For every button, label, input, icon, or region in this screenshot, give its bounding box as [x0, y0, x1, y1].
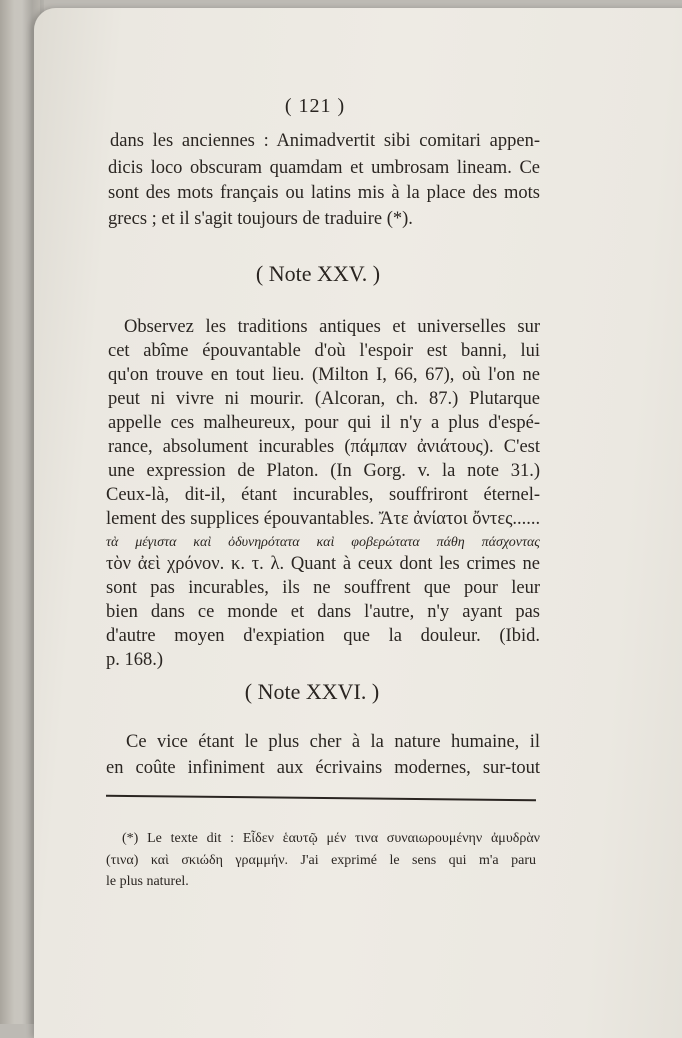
note-25-line: peut ni vivre ni mourir. (Alcoran, ch. 87.) Plutarque — [108, 389, 540, 409]
note-25-line: Ceux-là, dit-il, étant incurables, souffriront éternel- — [106, 485, 540, 505]
note-26-line: en coûte infiniment aux écrivains modernes, sur-tout — [106, 758, 540, 778]
note-25-line: cet abîme épouvantable d'où l'espoir est banni, lui — [108, 341, 540, 361]
page-number: ( 121 ) — [284, 95, 346, 117]
note-25-line: lement des supplices épouvantables. Ἄτε ἀνίατοι ὄντες...... — [106, 509, 541, 529]
note-25-line: d'autre moyen d'expiation que la douleur. (Ibid. — [106, 626, 540, 646]
note-25-line: qu'on trouve en tout lieu. (Milton I, 66, 67), où l'on ne — [108, 365, 540, 385]
note-25-line: bien dans ce monde et dans l'autre, n'y ayant pas — [106, 602, 540, 622]
note-25-line: τὸν ἀεὶ χρόνον. κ. τ. λ. Quant à ceux dont les crimes ne — [106, 554, 540, 574]
footnote-line: (*) Le texte dit : Εἶδεν ἑαυτῷ μέν τινα συναιωρουμένην ἀμυδρὰν — [122, 831, 540, 846]
footnote-line: le plus naturel. — [106, 874, 189, 889]
note-26-heading: ( Note XXVI. ) — [244, 679, 380, 704]
note-25-greek-line: τὰ μέγιστα καὶ ὀδυνηρότατα καὶ φοβερώτατα πάθη πάσχοντας — [106, 535, 540, 550]
note-26-line: Ce vice étant le plus cher à la nature humaine, il — [126, 732, 540, 752]
note-25-line: p. 168.) — [106, 650, 164, 670]
intro-line: dicis loco obscuram quamdam et umbrosam lineam. Ce — [108, 158, 540, 178]
intro-line: grecs ; et il s'agit toujours de traduire (*). — [108, 209, 413, 229]
note-25-heading: ( Note XXV. ) — [255, 261, 381, 286]
note-25-line: appelle ces malheureux, pour qui il n'y a plus d'espé- — [108, 413, 540, 433]
footnote-line: (τινα) καὶ σκιώδη γραμμήν. J'ai exprimé le sens qui m'a paru — [106, 853, 536, 868]
intro-line: sont des mots français ou latins mis à la place des mots — [108, 183, 540, 203]
note-25-line: rance, absolument incurables (πάμπαν ἀνιάτους). C'est — [108, 437, 540, 457]
note-25-line: une expression de Platon. (In Gorg. v. la note 31.) — [108, 461, 540, 481]
intro-line: dans les anciennes : Animadvertit sibi comitari appen- — [110, 131, 540, 151]
note-25-line: Observez les traditions antiques et universelles sur — [124, 317, 540, 337]
note-25-line: sont pas incurables, ils ne souffrent que pour leur — [106, 578, 540, 598]
